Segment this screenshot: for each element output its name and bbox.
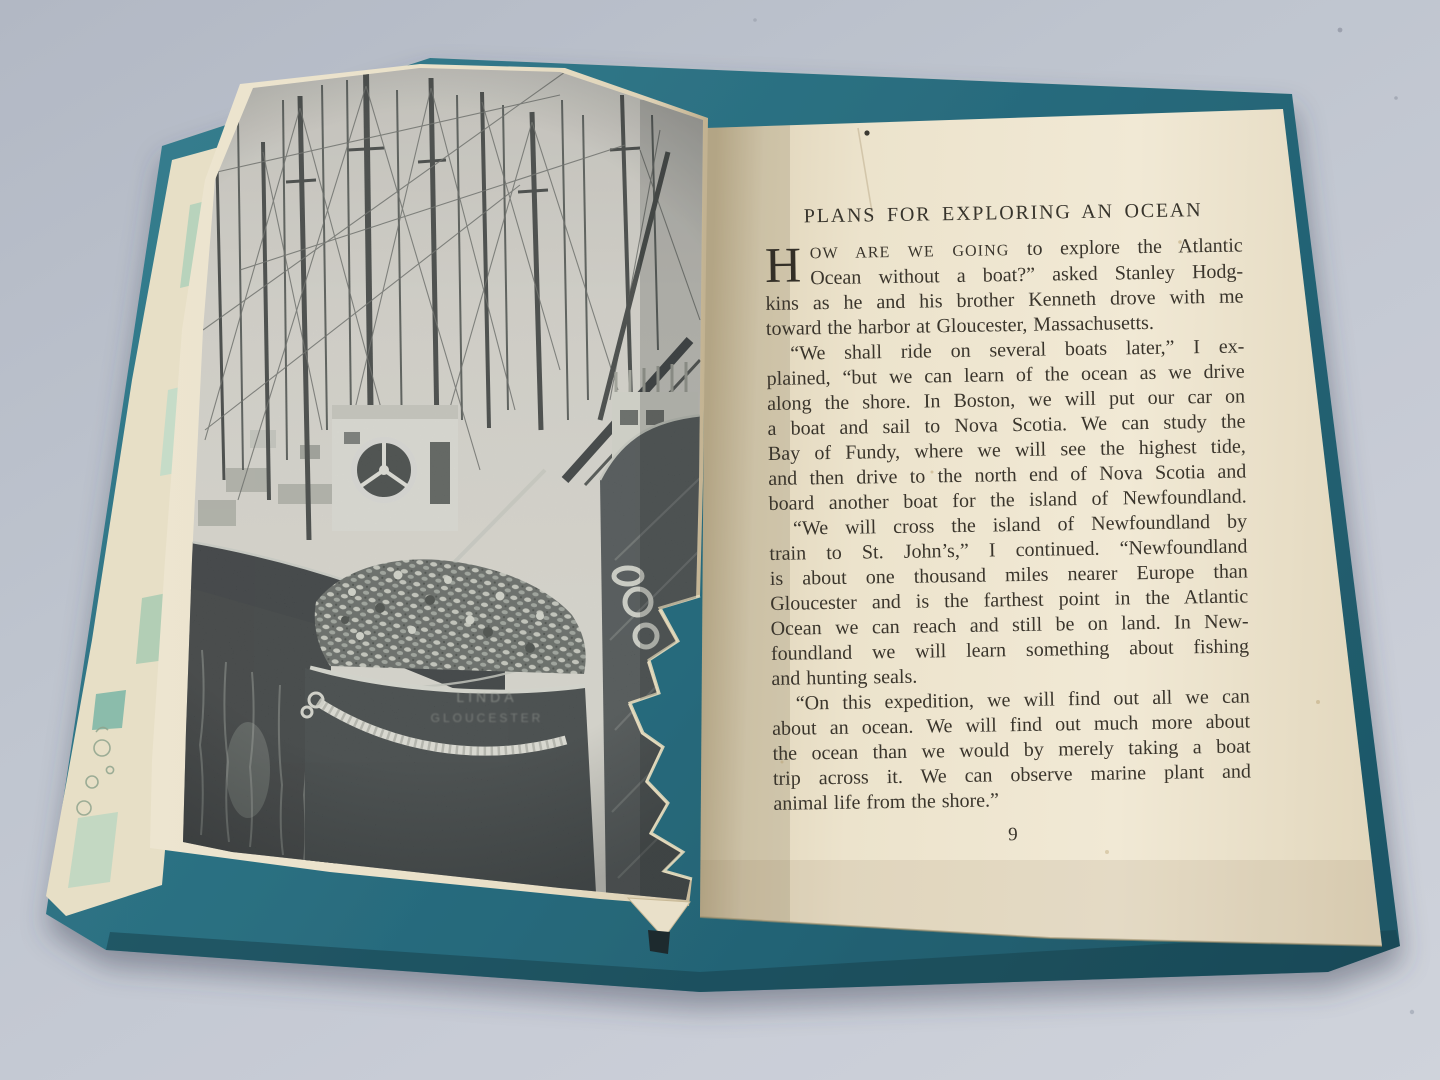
paragraph-4 (772, 684, 1252, 816)
page-number: 9 (1007, 824, 1018, 846)
page-heading: PLANS FOR EXPLORING AN OCEAN (803, 199, 1203, 228)
text-line: kins as he and his brother Kenneth drove with me (765, 285, 1244, 315)
text-line: about an ocean. We will find out much more about (772, 710, 1251, 740)
text-line: foundland we will learn something about fishing (770, 635, 1250, 665)
text-line: “We will cross the island of Newfoundland by (792, 510, 1248, 540)
text-line: Ocean we can reach and still be on land. In New- (770, 610, 1249, 640)
paragraph-2 (766, 334, 1247, 516)
text-line: along the shore. In Boston, we will put our car on (766, 385, 1246, 415)
gutter-notch (648, 930, 670, 954)
text-line: Bay of Fundy, where we will see the highest tide, (767, 435, 1247, 465)
text-line: and hunting seals. (771, 665, 918, 690)
text-line: Gloucester and is the farthest point in the Atlantic (770, 585, 1249, 615)
text-line: and then drive to the north end of Nova Scotia and (768, 460, 1247, 490)
text-line: toward the harbor at Gloucester, Massachusetts. (765, 311, 1155, 340)
paragraph-1 (765, 233, 1245, 341)
text-line: trip across it. We can observe marine plant and (772, 760, 1252, 790)
drop-cap: H (764, 236, 802, 293)
text-line: the ocean than we would by merely taking a boat (772, 735, 1251, 765)
text-line: is about one thousand miles nearer Europe than (769, 560, 1248, 590)
text-line: plained, “but we can learn of the ocean as we drive (766, 360, 1245, 390)
paragraph-3 (769, 509, 1250, 691)
text-line: “On this expedition, we will find out all we can (795, 685, 1250, 715)
text-line: Ocean without a boat?” asked Stanley Hodg- (810, 260, 1244, 290)
text-line: “We shall ride on several boats later,” I ex- (790, 335, 1245, 365)
text-line: animal life from the shore.” (773, 789, 1000, 815)
text-line: train to St. John’s,” I continued. “Newfoundland (769, 535, 1248, 565)
text-line: a boat and sail to Nova Scotia. We can study the (767, 410, 1246, 440)
right-page-text (764, 198, 1252, 849)
text-line: board another boat for the island of Newfoundland. (768, 485, 1247, 515)
text-line: OW ARE WE GOING to explore the Atlantic (809, 234, 1243, 263)
